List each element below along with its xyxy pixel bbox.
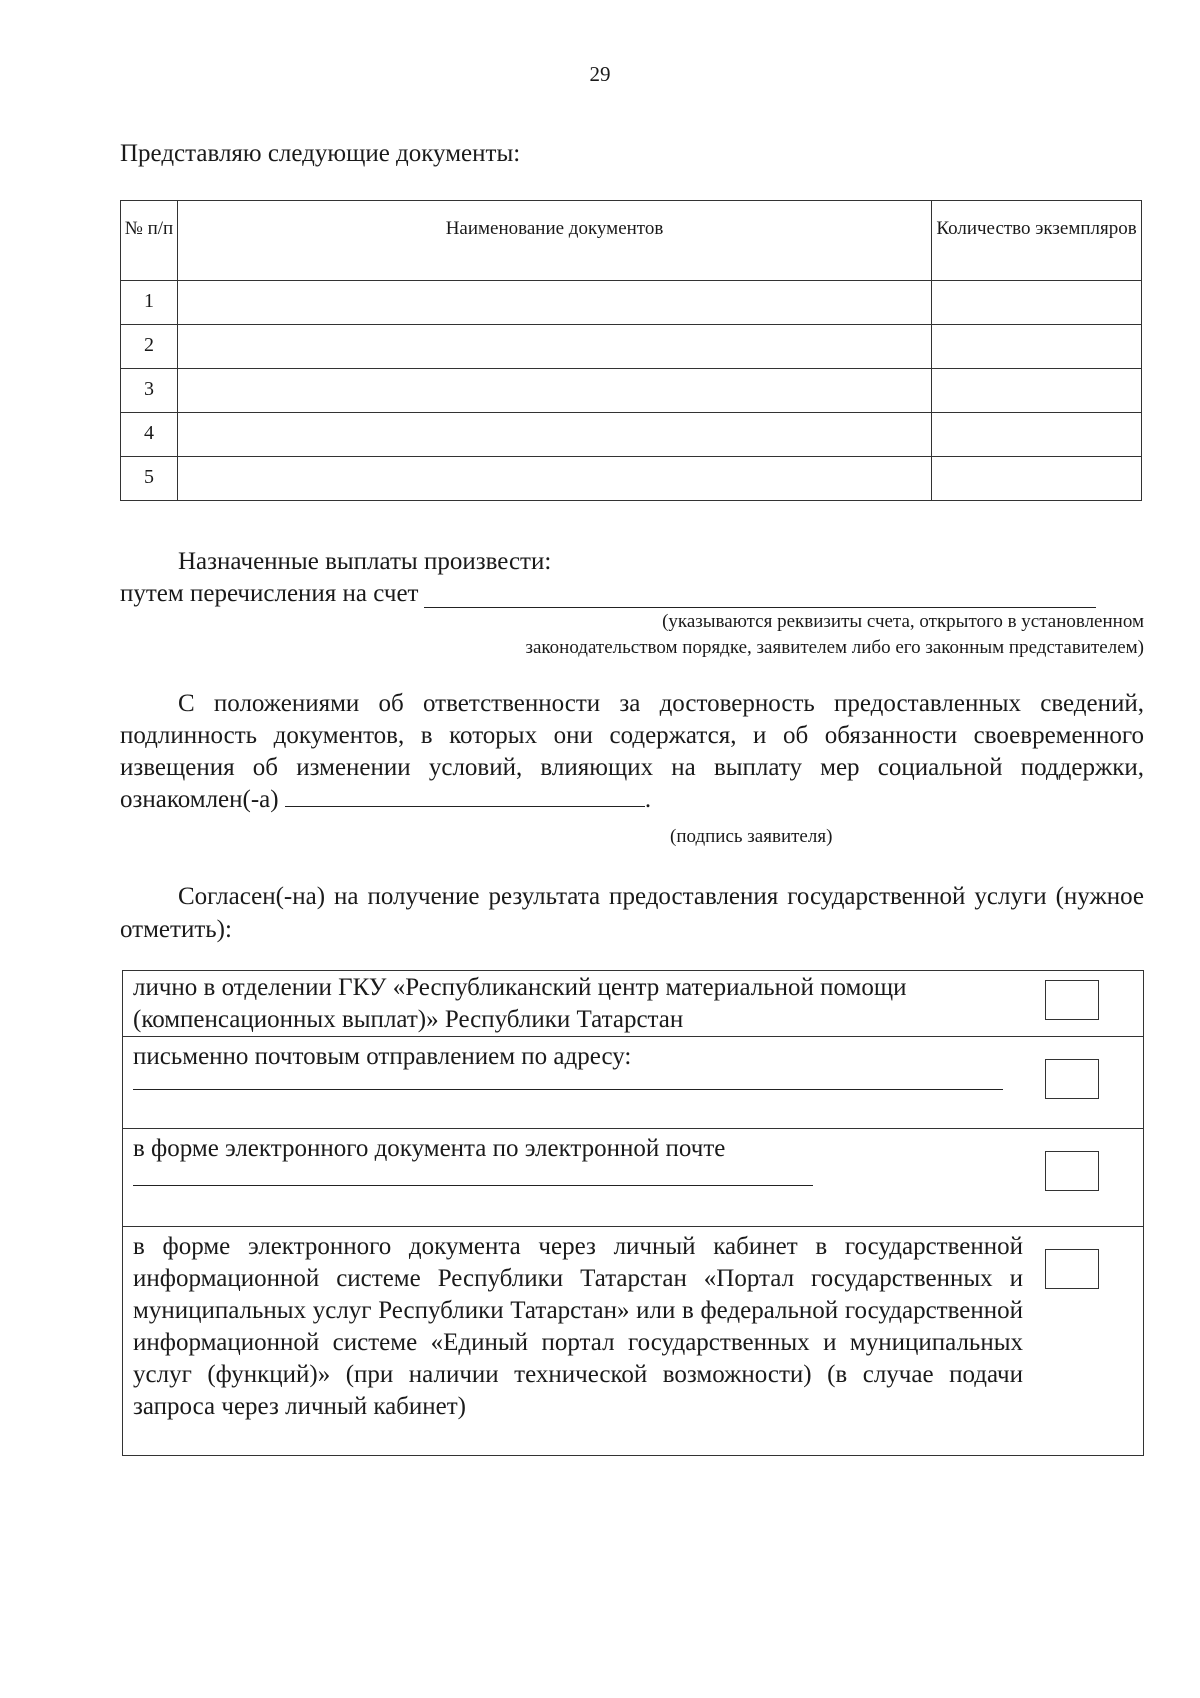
- header-copies-count: Количество экземпляров: [932, 201, 1142, 281]
- payment-account-line: [120, 580, 1096, 608]
- documents-heading: Представляю следующие документы:: [120, 140, 521, 167]
- responsibility-paragraph: [120, 688, 1144, 816]
- copies-count-cell[interactable]: [932, 413, 1142, 457]
- responsibility-end: .: [644, 786, 652, 813]
- table-row: [121, 457, 1142, 501]
- documents-table: [120, 200, 1142, 501]
- option-postal-checkbox[interactable]: [1045, 1059, 1099, 1099]
- signature-hint: (подпись заявителя): [670, 826, 833, 847]
- responsibility-text: С положениями об ответственности за достоверность предоставленных сведений, подлинность документов, в которых они содержатся, и об обязанности своевременного извещения об изменении условий, влияющих на выплату мер социальной поддержки, ознакомлен(-а): [120, 690, 1144, 813]
- table-row: [121, 281, 1142, 325]
- row-number: 4: [121, 413, 178, 457]
- consent-text: Согласен(-на) на получение результата предоставления государственной услуги (нужное отметить):: [120, 883, 1144, 943]
- account-hint-line2: законодательством порядке, заявителем либо его законным представителем): [525, 637, 1144, 658]
- email-address-field[interactable]: [133, 1185, 813, 1186]
- option-email-checkbox[interactable]: [1045, 1151, 1099, 1191]
- option-in-person-label: лично в отделении ГКУ «Республиканский центр материальной помощи (компенсационных выплат)» Республики Татарстан: [133, 974, 907, 1033]
- table-row: [121, 325, 1142, 369]
- document-name-cell[interactable]: [177, 369, 931, 413]
- signature-field[interactable]: [285, 784, 645, 807]
- option-email: [123, 1129, 1143, 1227]
- option-personal-account: [123, 1227, 1143, 1455]
- copies-count-cell[interactable]: [932, 325, 1142, 369]
- option-email-label: в форме электронного документа по электронной почте: [133, 1135, 726, 1162]
- table-row: [121, 413, 1142, 457]
- header-number: № п/п: [121, 201, 178, 281]
- document-name-cell[interactable]: [177, 457, 931, 501]
- option-personal-account-checkbox[interactable]: [1045, 1249, 1099, 1289]
- payment-account-label: путем перечисления на счет: [120, 580, 419, 607]
- copies-count-cell[interactable]: [932, 281, 1142, 325]
- option-postal-label: письменно почтовым отправлением по адресу:: [133, 1043, 632, 1070]
- document-name-cell[interactable]: [177, 413, 931, 457]
- account-details-field[interactable]: [424, 581, 1096, 608]
- page-number: 29: [589, 62, 611, 86]
- document-name-cell[interactable]: [177, 325, 931, 369]
- payment-intro: Назначенные выплаты произвести:: [178, 548, 552, 575]
- option-personal-account-label: в форме электронного документа через личный кабинет в государственной информационной системе Республики Татарстан «Портал государственных и муниципальных услуг Республики Татарстан» или в федеральной государственной информационной системе «Единый портал государственных и муниципальных услуг (функций)» (при наличии технической возможности) (в случае подачи запроса через личный кабинет): [133, 1233, 1023, 1420]
- row-number: 3: [121, 369, 178, 413]
- row-number: 1: [121, 281, 178, 325]
- header-document-name: Наименование документов: [177, 201, 931, 281]
- postal-address-field[interactable]: [133, 1089, 1003, 1090]
- delivery-options-table: [122, 970, 1144, 1456]
- copies-count-cell[interactable]: [932, 457, 1142, 501]
- copies-count-cell[interactable]: [932, 369, 1142, 413]
- option-in-person-checkbox[interactable]: [1045, 980, 1099, 1020]
- consent-paragraph: [120, 880, 1144, 946]
- option-postal: [123, 1037, 1143, 1129]
- table-row: [121, 369, 1142, 413]
- row-number: 2: [121, 325, 178, 369]
- option-in-person: [123, 971, 1143, 1037]
- row-number: 5: [121, 457, 178, 501]
- document-name-cell[interactable]: [177, 281, 931, 325]
- account-hint-line1: (указываются реквизиты счета, открытого в установленном: [662, 611, 1144, 632]
- table-header-row: [121, 201, 1142, 281]
